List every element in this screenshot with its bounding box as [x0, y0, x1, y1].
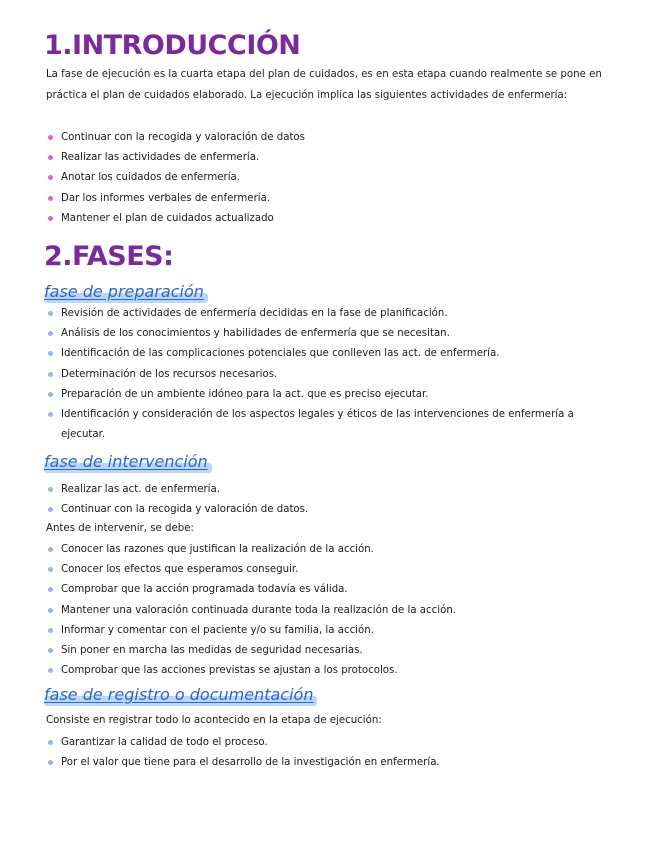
list-item: Identificación de las complicaciones potenciales que conlleven las act. de enfermería. [48, 344, 611, 364]
list-item: Sin poner en marcha las medidas de seguridad necesarias. [48, 641, 456, 661]
list-item: Análisis de los conocimientos y habilidades de enfermería que se necesitan. [48, 324, 611, 344]
intervencion-sublist [48, 540, 456, 681]
list-item: Comprobar que las acciones previstas se ajustan a los protocolos. [48, 661, 456, 681]
list-item: Determinación de los recursos necesarios. [48, 365, 611, 385]
registro-lead: Consiste en registrar todo lo acontecido en la etapa de ejecución: [46, 715, 382, 726]
section-title-registro: fase de registro o documentación [44, 687, 313, 703]
intro-heading: 1.INTRODUCCIÓN [44, 30, 301, 61]
fases-heading: 2.FASES: [44, 241, 174, 272]
preparacion-list [48, 304, 611, 445]
intro-paragraph: La fase de ejecución es la cuarta etapa del plan de cuidados, es en esta etapa cuando realmente se pone en práctica el plan de cuidados elaborado. La ejecución implica las siguientes actividades de enfermería: [46, 69, 602, 101]
list-item: Revisión de actividades de enfermería decididas en la fase de planificación. [48, 304, 611, 324]
list-item: Comprobar que la acción programada todavía es válida. [48, 580, 456, 600]
list-item: Continuar con la recogida y valoración de datos [48, 128, 305, 148]
list-item: Garantizar la calidad de todo el proceso. [48, 733, 440, 753]
section-title-preparacion: fase de preparación [44, 284, 204, 300]
list-item: Mantener una valoración continuada durante toda la realización de la acción. [48, 601, 456, 621]
list-item: Realizar las act. de enfermería. [48, 480, 308, 500]
list-item: Dar los informes verbales de enfermería. [48, 189, 305, 209]
section-title-intervencion: fase de intervención [44, 454, 208, 470]
list-item: Anotar los cuidados de enfermería. [48, 168, 305, 188]
intervencion-lead: Antes de intervenir, se debe: [46, 523, 194, 534]
list-item: Conocer los efectos que esperamos conseguir. [48, 560, 456, 580]
list-item: Identificación y consideración de los aspectos legales y éticos de las intervenciones de enfermería a ejecutar. [48, 405, 611, 445]
intro-list [48, 128, 305, 229]
list-item: Por el valor que tiene para el desarrollo de la investigación en enfermería. [48, 753, 440, 773]
list-item: Preparación de un ambiente idóneo para la act. que es preciso ejecutar. [48, 385, 611, 405]
list-item: Conocer las razones que justifican la realización de la acción. [48, 540, 456, 560]
list-item: Informar y comentar con el paciente y/o su familia, la acción. [48, 621, 456, 641]
list-item: Continuar con la recogida y valoración de datos. [48, 500, 308, 520]
list-item: Mantener el plan de cuidados actualizado [48, 209, 305, 229]
list-item: Realizar las actividades de enfermería. [48, 148, 305, 168]
registro-list [48, 733, 440, 773]
intervencion-list [48, 480, 308, 520]
